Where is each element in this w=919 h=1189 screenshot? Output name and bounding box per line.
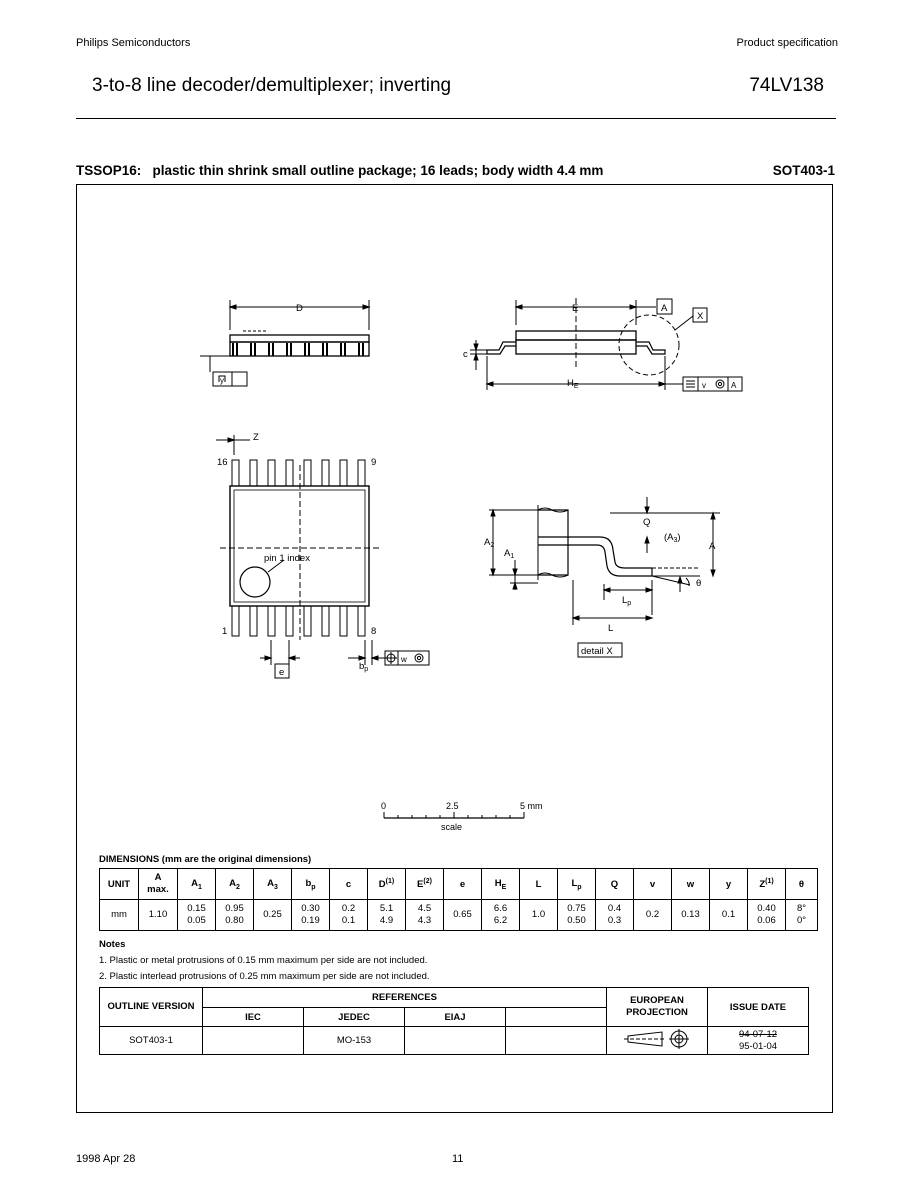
dim-header-cell: $L_p$ — [558, 869, 596, 900]
dim-header-cell: A max. — [139, 869, 178, 900]
dim-header-cell: c — [330, 869, 368, 900]
dim-value-cell: 1.10 — [139, 900, 178, 931]
footer-date: 1998 Apr 28 — [76, 1153, 136, 1165]
label-c: c — [463, 349, 468, 360]
part-number: 74LV138 — [749, 75, 824, 96]
label-D: D — [296, 303, 303, 314]
package-code: SOT403-1 — [772, 163, 835, 178]
eiaj-header: EIAJ — [405, 1008, 506, 1027]
label-HE: $H_E$ — [567, 378, 579, 390]
label-w: w — [401, 655, 407, 664]
issue-date-header: ISSUE DATE — [708, 988, 809, 1027]
dim-header-cell: L — [520, 869, 558, 900]
dim-value-cell: 0.2 — [634, 900, 672, 931]
page-title: 3-to-8 line decoder/demultiplexer; inverting — [92, 75, 452, 96]
dim-header-cell: UNIT — [100, 869, 139, 900]
dim-header-cell: $A_3$ — [254, 869, 292, 900]
label-pin8: 8 — [371, 626, 377, 637]
label-pin1: 1 — [222, 626, 228, 637]
dim-value-cell: 0.30 0.19 — [292, 900, 330, 931]
eiaj-value — [405, 1027, 506, 1055]
label-Q: Q — [643, 517, 651, 528]
label-v: v — [702, 381, 706, 390]
outline-version-header: OUTLINE VERSION — [100, 988, 203, 1027]
dim-value-cell: 0.25 — [254, 900, 292, 931]
scale-tick-5: 5 mm — [520, 801, 543, 811]
label-y: y — [220, 376, 224, 385]
note-2: 2. Plastic interlead protrusions of 0.25 mm maximum per side are not included. — [99, 971, 430, 982]
note-1: 1. Plastic or metal protrusions of 0.15 mm maximum per side are not included. — [99, 955, 428, 966]
references-header: REFERENCES — [203, 988, 607, 1008]
scale-label: scale — [441, 822, 463, 832]
blank-header — [506, 1008, 607, 1027]
label-A1: $A_1$ — [504, 548, 515, 560]
projection-header: EUROPEAN PROJECTION — [607, 988, 708, 1027]
dim-header-cell: $E^{(2)}$ — [406, 869, 444, 900]
label-detail-X: detail X — [581, 646, 613, 657]
dim-value-cell: 0.95 0.80 — [216, 900, 254, 931]
projection-symbol — [607, 1027, 708, 1055]
document-type: Product specification — [736, 37, 838, 49]
company-name: Philips Semiconductors — [76, 37, 191, 49]
notes-title: Notes — [99, 939, 126, 950]
dim-header-cell: θ — [786, 869, 818, 900]
label-Z: Z — [253, 432, 259, 443]
label-A-total: A — [709, 541, 716, 552]
dim-value-cell: 0.15 0.05 — [178, 900, 216, 931]
dim-header-cell: v — [634, 869, 672, 900]
label-pin16: 16 — [217, 457, 228, 468]
dim-value-cell: 0.40 0.06 — [748, 900, 786, 931]
dim-value-cell: 4.5 4.3 — [406, 900, 444, 931]
label-pin1-index: pin 1 index — [264, 553, 310, 564]
label-theta: θ — [696, 578, 702, 589]
dim-header-cell: $A_1$ — [178, 869, 216, 900]
dim-header-cell: $D^{(1)}$ — [368, 869, 406, 900]
dim-value-cell: 6.6 6.2 — [482, 900, 520, 931]
dim-header-cell: $b_p$ — [292, 869, 330, 900]
issue-date-2: 95-01-04 — [738, 1040, 778, 1052]
scale-tick-0: 0 — [381, 801, 387, 811]
dim-header-cell: $A_2$ — [216, 869, 254, 900]
blank-value — [506, 1027, 607, 1055]
references-table — [99, 987, 809, 1055]
label-X: X — [697, 311, 704, 322]
dim-header-cell: $H_E$ — [482, 869, 520, 900]
dim-header-cell: y — [710, 869, 748, 900]
jedec-value: MO-153 — [304, 1027, 405, 1055]
package-heading: TSSOP16: plastic thin shrink small outline package; 16 leads; body width 4.4 mm — [76, 163, 604, 178]
iec-header: IEC — [203, 1008, 304, 1027]
first-angle-projection-icon — [622, 1028, 692, 1050]
label-A-ref: A — [731, 381, 737, 390]
dim-value-cell: mm — [100, 900, 139, 931]
dim-header-cell: w — [672, 869, 710, 900]
page-number: 11 — [452, 1153, 464, 1165]
jedec-header: JEDEC — [304, 1008, 405, 1027]
iec-value — [203, 1027, 304, 1055]
dim-value-cell: 0.75 0.50 — [558, 900, 596, 931]
label-pin9: 9 — [371, 457, 377, 468]
dim-value-cell: 0.2 0.1 — [330, 900, 368, 931]
issue-date-1: 94-07-12 — [738, 1028, 778, 1040]
dimensions-title: DIMENSIONS (mm are the original dimensions) — [99, 854, 312, 865]
dim-value-cell: 0.4 0.3 — [596, 900, 634, 931]
label-bp: $b_p$ — [359, 661, 369, 673]
label-e: e — [279, 667, 285, 678]
dim-header-cell: Q — [596, 869, 634, 900]
dim-header-cell: $Z^{(1)}$ — [748, 869, 786, 900]
dim-value-cell: 1.0 — [520, 900, 558, 931]
dim-value-cell: 8° 0° — [786, 900, 818, 931]
label-L: L — [608, 623, 614, 634]
label-Lp: $L_p$ — [622, 595, 632, 607]
dim-value-cell: 0.1 — [710, 900, 748, 931]
scale-tick-2-5: 2.5 — [446, 801, 459, 811]
label-A3: $(A_3)$ — [664, 532, 681, 544]
label-A2: $A_2$ — [484, 537, 495, 549]
dim-value-cell: 5.1 4.9 — [368, 900, 406, 931]
dim-value-cell: 0.65 — [444, 900, 482, 931]
dimensions-table — [99, 868, 818, 931]
dim-header-cell: e — [444, 869, 482, 900]
dim-value-cell: 0.13 — [672, 900, 710, 931]
outline-version-value: SOT403-1 — [100, 1027, 203, 1055]
label-E: E — [572, 303, 579, 314]
label-A-datum: A — [661, 303, 668, 314]
